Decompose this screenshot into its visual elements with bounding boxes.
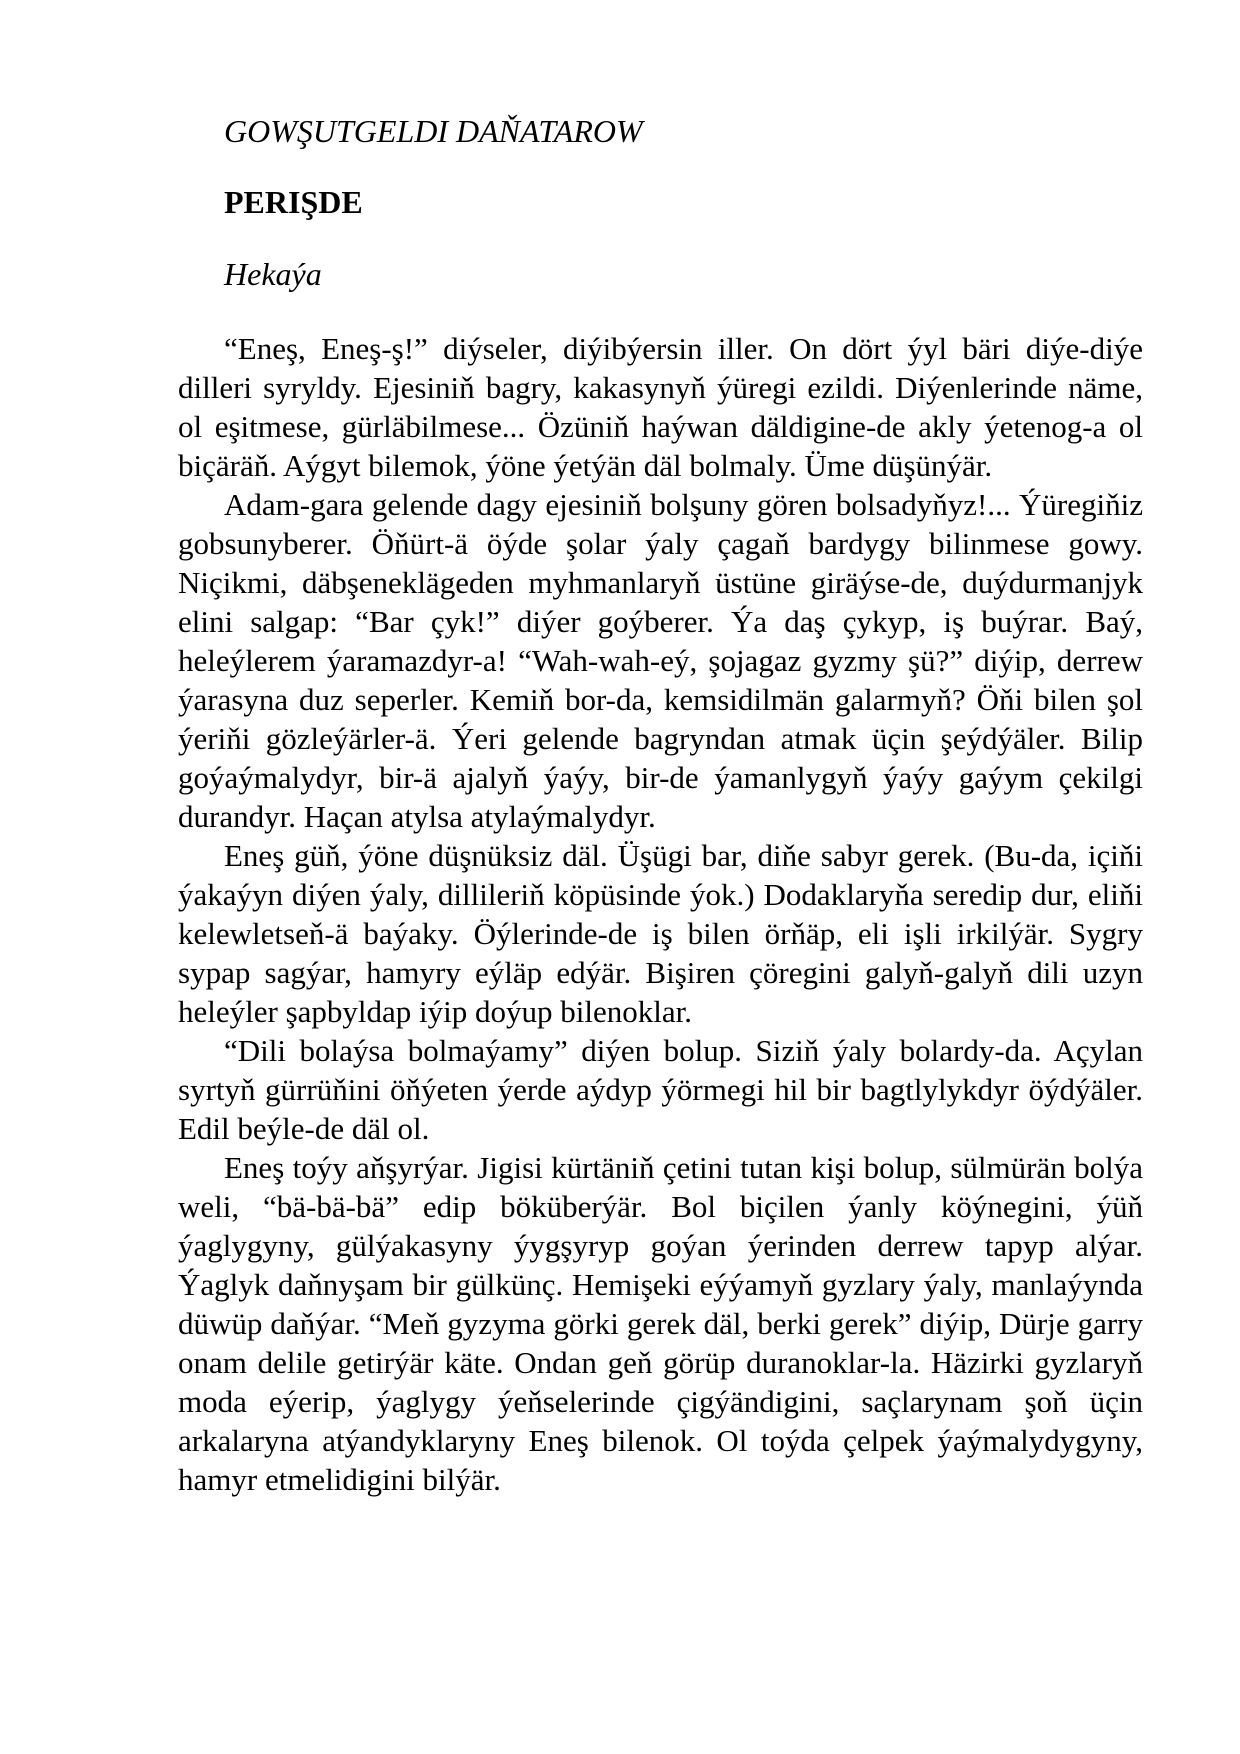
author-name: GOWŞUTGELDI DAŇATAROW xyxy=(224,113,643,149)
genre-label: Hekaýa xyxy=(224,256,322,292)
paragraph: Adam-gara gelende dagy ejesiniň bolşuny gören bolsadyňyz!... Ýüregiňiz gobsunyberer. Öňürt-ä öýde şolar ýaly çagaň bardygy bilinmese gowy. Niçikmi, däbşeneklägeden myhmanlaryň üstüne giräýse-de, duýdurmanjyk elini salgap: “Bar çyk!” diýer goýberer. Ýa daş çykyp, iş buýrar. Baý, heleýlerem ýaramazdyr-a! “Wah-wah-eý, şojagaz gyzmy şü?” diýip, derrew ýarasyna duz seperler. Kemiň bor-da, kemsidilmän galarmyň? Öňi bilen şol ýeriňi gözleýärler-ä. Ýeri gelende bagryndan atmak üçin şeýdýäler. Bilip goýaýmalydyr, bir-ä ajalyň ýaýy, bir-de ýamanlygyň ýaýy gaýym çekilgi durandyr. Haçan atylsa atylaýmalydyr. xyxy=(178,487,1143,834)
paragraph: “Dili bolaýsa bolmaýamy” diýen bolup. Siziň ýaly bolardy-da. Açylan syrtyň gürrüňini öňýeten ýerde aýdyp ýörmegi hil bir bagtlylykdyr öýdýäler. Edil beýle-de däl ol. xyxy=(178,1033,1143,1146)
story-body xyxy=(178,329,1143,1499)
document-page xyxy=(178,112,1143,1499)
paragraph: “Eneş, Eneş-ş!” diýseler, diýibýersin iller. On dört ýyl bäri diýe-diýe dilleri syryldy. Ejesiniň bagry, kakasynyň ýüregi ezildi. Diýenlerinde näme, ol eşitmese, gürläbilmese... Özüniň haýwan däldigine-de akly ýetenog-a ol biçäräň. Aýgyt bilemok, ýöne ýetýän däl bolmaly. Üme düşünýär. xyxy=(178,331,1143,483)
paragraph: Eneş güň, ýöne düşnüksiz däl. Üşügi bar, diňe sabyr gerek. (Bu-da, içiňi ýakaýyn diýen ýaly, dillileriň köpüsinde ýok.) Dodaklaryňa seredip dur, eliňi kelewletseň-ä baýaky. Öýlerinde-de iş bilen örňäp, eli işli irkilýär. Sygry sypap sagýar, hamyry eýläp edýär. Bişiren çöregini galyň-galyň dili uzyn heleýler şapbyldap iýip doýup bilenoklar. xyxy=(178,838,1143,1029)
paragraph: Eneş toýy aňşyrýar. Jigisi kürtäniň çetini tutan kişi bolup, sülmürän bolýa weli, “bä-bä-bä” edip böküberýär. Bol biçilen ýanly köýnegini, ýüň ýaglygyny, gülýakasyny ýygşyryp goýan ýerinden derrew tapyp alýar. Ýaglyk daňnyşam bir gülkünç. Hemişeki eýýamyň gyzlary ýaly, manlaýynda düwüp daňýar. “Meň gyzyma görki gerek däl, berki gerek” diýip, Dürje garry onam delile getirýär käte. Ondan geň görüp duranoklar-la. Häzirki gyzlaryň moda eýerip, ýaglygy ýeňselerinde çigýändigini, saçlarynam şoň üçin arkalaryna atýandyklaryny Eneş bilenok. Ol toýda çelpek ýaýmalydygyny, hamyr etmelidigini bilýär. xyxy=(178,1150,1143,1497)
story-title: PERIŞDE xyxy=(224,184,363,220)
